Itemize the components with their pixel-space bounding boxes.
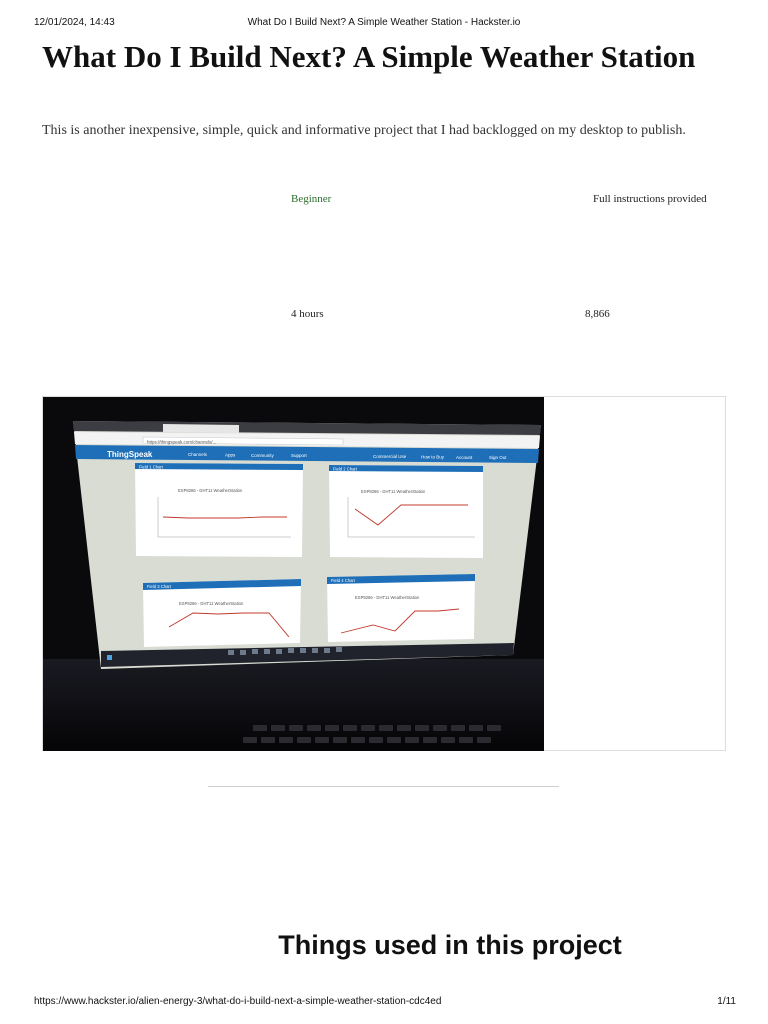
print-datetime: 12/01/2024, 14:43 xyxy=(34,17,115,28)
photo-chart2-title: Field 2 Chart xyxy=(333,466,357,472)
photo-chart4-title: Field 4 Chart xyxy=(331,578,355,583)
photo-brand-text: ThingSpeak xyxy=(107,450,153,459)
print-footer xyxy=(0,996,768,1010)
photo-nav-channels: Channels xyxy=(188,452,208,457)
things-used-heading: Things used in this project xyxy=(278,930,622,961)
views-count: 8,866 xyxy=(585,308,610,320)
photo-nav-community: Community xyxy=(251,452,274,458)
cover-image-frame xyxy=(42,396,726,751)
article-subtitle: This is another inexpensive, simple, quick and informative project that I had backlogged on my desktop to publish. xyxy=(42,123,686,138)
photo-nav-support: Support xyxy=(291,453,307,459)
cover-photo xyxy=(43,397,544,751)
instructions-label: Full instructions provided xyxy=(593,193,707,205)
photo-chart3-subtitle: ESP8266 - DHT11 WeatherStation xyxy=(179,601,244,606)
duration-label: 4 hours xyxy=(291,308,324,320)
print-url[interactable]: https://www.hackster.io/alien-energy-3/what-do-i-build-next-a-simple-weather-station-cdc4ed xyxy=(34,996,442,1007)
difficulty-label[interactable]: Beginner xyxy=(291,193,332,205)
photo-nav-commercial: Commercial Use xyxy=(373,454,407,459)
photo-chart3-title: Field 3 Chart xyxy=(147,584,171,589)
photo-chart4-subtitle: ESP8266 - DHT11 WeatherStation xyxy=(355,595,420,600)
photo-chart2-subtitle: ESP8266 - DHT11 WeatherStation xyxy=(361,489,426,494)
print-doc-title: What Do I Build Next? A Simple Weather Station - Hackster.io xyxy=(247,17,521,28)
photo-chart1-title: Field 1 Chart xyxy=(139,464,163,470)
page-number: 1/11 xyxy=(717,996,736,1007)
print-header xyxy=(0,17,768,31)
photo-nav-howtobuy: How to Buy xyxy=(421,454,445,460)
photo-nav-apps: Apps xyxy=(225,452,236,458)
photo-url-text: https://thingspeak.com/channels/... xyxy=(147,439,217,445)
article-title: What Do I Build Next? A Simple Weather Station xyxy=(42,39,696,74)
photo-chart1-subtitle: ESP8266 - DHT11 WeatherStation xyxy=(178,488,243,493)
section-divider xyxy=(208,786,559,787)
photo-nav-signout: Sign Out xyxy=(489,455,507,461)
photo-nav-account: Account xyxy=(456,454,473,460)
